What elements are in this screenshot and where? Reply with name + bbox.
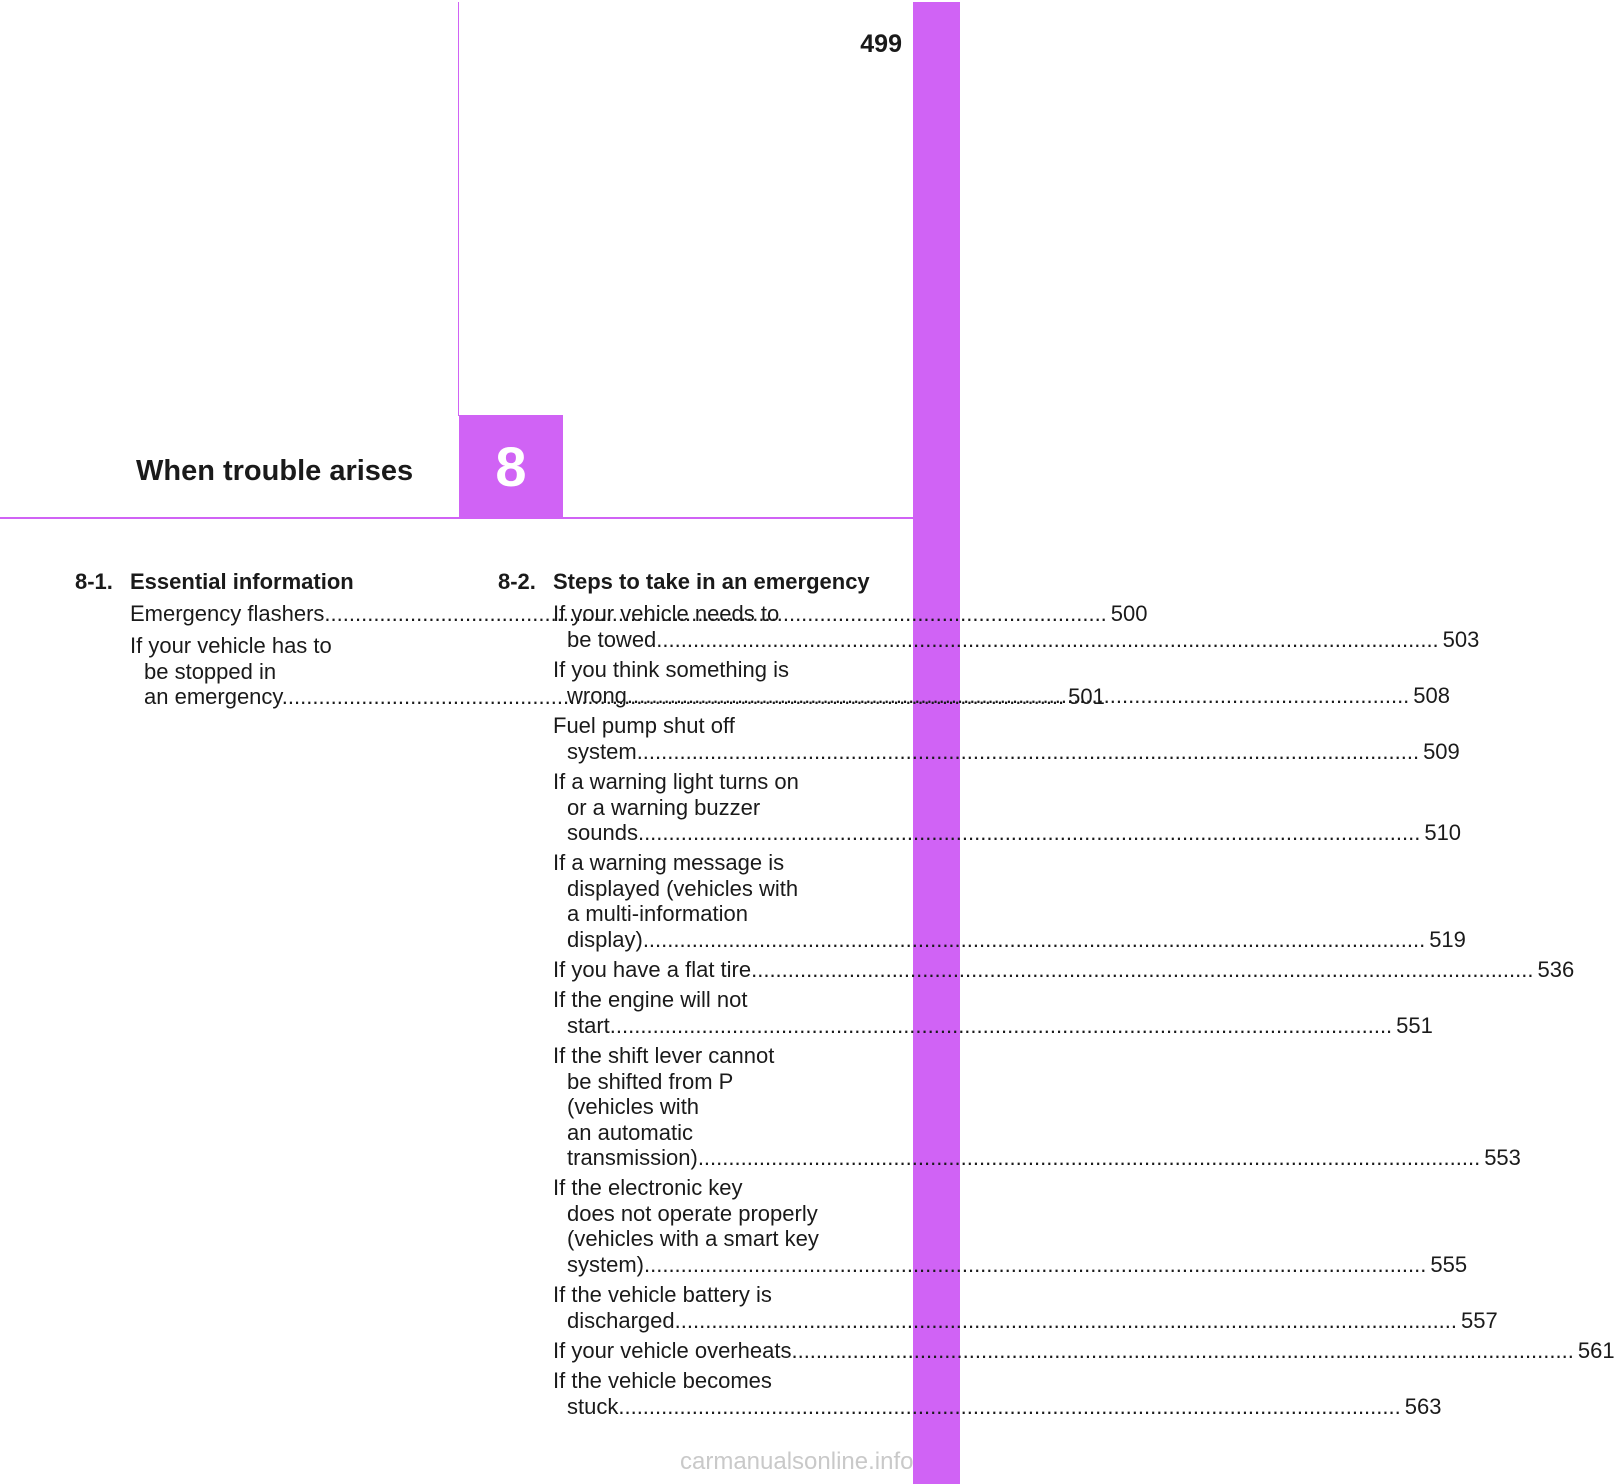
toc-entry-text: start <box>567 1012 610 1038</box>
toc-entry[interactable] <box>553 957 1575 983</box>
toc-page-number: 563 <box>1404 1393 1442 1419</box>
toc-entry-line <box>553 987 868 1013</box>
toc-entry-line <box>553 901 868 927</box>
toc-entry-text: an emergency <box>144 684 282 710</box>
toc-entry-last-line <box>553 1012 1433 1039</box>
dot-leader <box>644 1252 1426 1277</box>
toc-entry-line <box>553 601 868 627</box>
toc-entry-line <box>130 659 447 685</box>
toc-entry-line <box>553 1201 868 1227</box>
toc-entry[interactable] <box>553 1043 1521 1171</box>
toc-entry-line <box>553 795 868 821</box>
toc-entry-last-line <box>553 1145 1521 1171</box>
toc-entry-last-line <box>553 626 1480 653</box>
toc-entry-text: system) <box>567 1251 644 1277</box>
toc-entry-line <box>553 769 868 795</box>
toc-entry-last-line <box>553 1251 1468 1278</box>
toc-entry-text: be stopped in <box>144 658 277 684</box>
section-number: 8-1. <box>75 569 113 594</box>
chapter-title: When trouble arises <box>136 455 414 487</box>
toc-entry-last-line <box>553 926 1466 953</box>
toc-entry-text: If the shift lever cannot <box>553 1043 775 1068</box>
toc-entry-last-line <box>553 1393 1442 1420</box>
toc-page-number: 553 <box>1484 1145 1521 1171</box>
toc-page-number: 536 <box>1537 957 1575 982</box>
toc-entry[interactable] <box>553 1368 1442 1419</box>
dot-leader <box>637 739 1419 764</box>
toc-entry-text: If you think something is <box>553 657 790 682</box>
toc-entry-text: transmission) <box>567 1145 698 1171</box>
toc-entry-last-line <box>553 1307 1498 1334</box>
toc-entry-line <box>553 657 868 683</box>
toc-page-number: 508 <box>1413 682 1451 708</box>
toc-entry-line <box>553 1282 868 1308</box>
toc-entry-text: a multi-information <box>567 901 748 927</box>
toc-page-number: 501 <box>1068 684 1105 710</box>
toc-page-number: 561 <box>1577 1338 1615 1363</box>
dot-leader <box>610 1013 1392 1038</box>
toc-entry-line <box>553 850 868 876</box>
toc-entry-text: be shifted from P <box>567 1068 734 1094</box>
toc-entry-text: If the vehicle battery is <box>553 1282 772 1307</box>
dot-leader <box>675 1308 1457 1333</box>
toc-entry-text: sounds <box>567 820 638 846</box>
toc-entry-text: an automatic <box>567 1119 693 1145</box>
toc-entry-text: If the electronic key <box>553 1175 743 1200</box>
toc-entry-text: If your vehicle needs to <box>553 601 780 626</box>
toc-entry-line <box>553 1069 868 1095</box>
dot-leader <box>751 957 1533 982</box>
toc-entry-text: displayed (vehicles with <box>567 875 799 901</box>
section-title: Essential information <box>130 569 354 594</box>
toc-entry-text: wrong <box>567 682 627 708</box>
dot-leader <box>638 820 1420 845</box>
toc-entry-last-line <box>553 957 1575 983</box>
dot-leader <box>791 1338 1573 1363</box>
toc-entry[interactable] <box>553 1282 1498 1333</box>
toc-entry-text: If the engine will not <box>553 987 748 1012</box>
section-number: 8-2. <box>498 569 536 594</box>
toc-entry-text: display) <box>567 926 643 952</box>
dot-leader <box>627 683 1409 708</box>
divider-horizontal <box>0 517 913 519</box>
toc-page-number: 551 <box>1396 1012 1433 1038</box>
toc-page-number: 555 <box>1430 1251 1468 1277</box>
toc-page-number: 519 <box>1429 926 1466 952</box>
chapter-number: 8 <box>495 435 527 498</box>
page-number: 499 <box>860 30 902 58</box>
toc-entry[interactable] <box>553 1338 1615 1364</box>
toc-entry-line <box>553 1175 868 1201</box>
toc-entry-line <box>553 1094 868 1120</box>
dot-leader <box>656 627 1438 652</box>
toc-entry-text: If your vehicle has to <box>130 633 332 658</box>
toc-entry-last-line <box>553 820 1462 846</box>
dot-leader <box>643 927 1425 952</box>
toc-entry-text: does not operate properly <box>567 1200 818 1226</box>
toc-entry-text: If you have a flat tire <box>553 957 752 982</box>
toc-entry[interactable] <box>553 987 1433 1038</box>
toc-entry-text: If a warning light turns on <box>553 769 799 794</box>
toc-entry[interactable] <box>553 713 1460 764</box>
dot-leader <box>698 1145 1480 1170</box>
toc-entry-last-line <box>553 738 1460 765</box>
watermark: carmanualsonline.info <box>680 1448 914 1475</box>
toc-page-number: 500 <box>1110 601 1148 626</box>
toc-entry[interactable] <box>553 1175 1468 1277</box>
toc-page-number: 510 <box>1424 820 1462 846</box>
toc-entry-last-line <box>553 1338 1615 1364</box>
toc-entry-line <box>553 713 868 739</box>
toc-entry-line <box>130 633 447 659</box>
toc-page-number: 503 <box>1442 626 1480 652</box>
toc-page-number: 509 <box>1423 738 1460 764</box>
toc-entry-line <box>553 1043 868 1069</box>
section-title: Steps to take in an emergency <box>553 569 870 594</box>
toc-entry-line <box>553 1226 868 1252</box>
toc-page-number: 557 <box>1461 1307 1498 1333</box>
toc-entry-text: If a warning message is <box>553 850 785 875</box>
toc-entry-line <box>553 1120 868 1146</box>
toc-entry-text: Emergency flashers <box>130 601 325 626</box>
toc-entry-text: system <box>567 738 637 764</box>
chapter-number-box <box>459 415 563 518</box>
toc-entry-text: discharged <box>567 1307 675 1333</box>
toc-entry[interactable] <box>553 850 1466 952</box>
divider-vertical <box>458 2 459 416</box>
toc-entry-text: (vehicles with a smart key <box>567 1226 819 1252</box>
toc-entry-text: (vehicles with <box>567 1094 700 1120</box>
toc-entry-text: stuck <box>567 1393 619 1419</box>
toc-entry-text: be towed <box>567 626 657 652</box>
toc-entry-text: If your vehicle overheats <box>553 1338 792 1363</box>
toc-entry-line <box>553 1368 868 1394</box>
toc-entry-text: or a warning buzzer <box>567 794 761 820</box>
toc-entry-text: Fuel pump shut off <box>553 713 735 738</box>
toc-entry[interactable] <box>553 769 1462 846</box>
toc-entry-line <box>553 876 868 902</box>
toc-entry-text: If the vehicle becomes <box>553 1368 772 1393</box>
dot-leader <box>618 1394 1400 1419</box>
